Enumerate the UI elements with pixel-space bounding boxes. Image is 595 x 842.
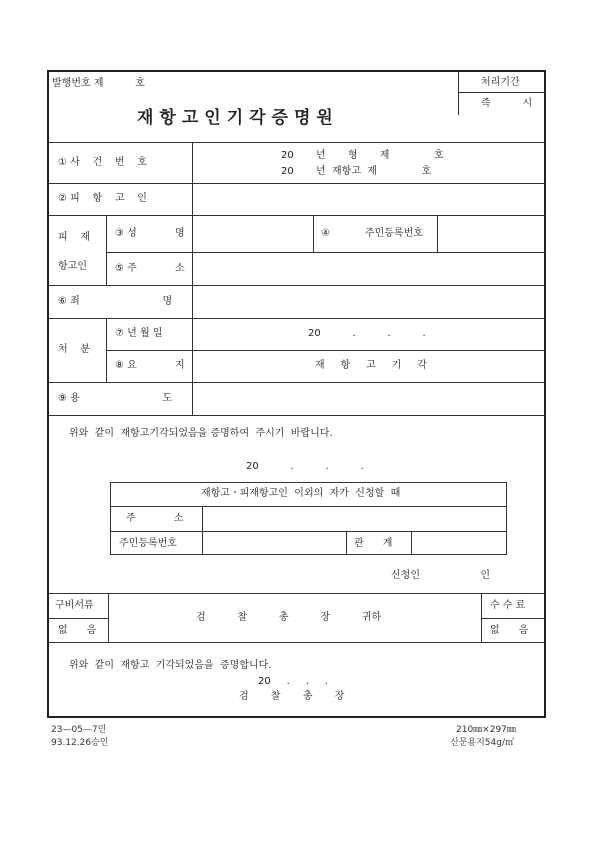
sub-col-line xyxy=(202,506,203,555)
row-line xyxy=(106,350,546,351)
addressee: 검 찰 총 장 귀하 xyxy=(196,612,382,623)
required-documents-value: 없 음 xyxy=(58,625,97,636)
request-date: 20 . . . xyxy=(246,461,364,472)
third-party-address-label: 주 소 xyxy=(126,513,184,524)
period-box-divider xyxy=(458,92,546,93)
name-label: ③ 성 명 xyxy=(115,228,185,239)
offense-label: ⑥ 죄 명 xyxy=(58,296,173,307)
purpose-label: ⑨ 용 도 xyxy=(58,393,173,404)
docs-divider xyxy=(49,618,108,619)
case-number-label: ① 사 건 번 호 xyxy=(58,157,147,168)
fee-value: 없 음 xyxy=(490,625,529,636)
certification-date: 20 . . . xyxy=(258,676,328,687)
col-line xyxy=(437,215,438,252)
required-documents-label: 구비서류 xyxy=(55,600,94,611)
processing-period-value: 즉 시 xyxy=(481,98,533,109)
third-party-header: 재항고ㆍ피재항고인 이외의 자가 신청할 때 xyxy=(201,488,401,499)
third-party-rrn-label: 주민등록번호 xyxy=(119,538,177,549)
fee-divider xyxy=(481,618,546,619)
row-line xyxy=(49,142,546,143)
paper-size: 210㎜×297㎜ xyxy=(456,725,516,735)
request-statement: 위와 같이 재항고기각되었음을 증명하여 주시기 바랍니다. xyxy=(69,428,333,439)
row-line xyxy=(49,642,546,643)
sub-col-line xyxy=(411,531,412,555)
approval-date: 93.12.26승인 xyxy=(51,738,109,748)
issue-number: 발행번호 제 호 xyxy=(52,78,145,89)
gist-label: ⑧ 요 지 xyxy=(115,360,185,371)
row-line xyxy=(49,318,546,319)
case-number-line-2: 20 년 재항고 제 호 xyxy=(281,166,432,177)
row-line xyxy=(49,415,546,416)
sub-row-line xyxy=(110,506,507,507)
row-line xyxy=(106,252,546,253)
col-line xyxy=(106,318,107,382)
certificate-form xyxy=(47,70,546,718)
fee-label: 수 수 료 xyxy=(490,600,526,611)
period-box-left xyxy=(458,72,459,115)
row-line xyxy=(49,593,546,594)
col-line xyxy=(481,593,482,642)
appellee-label: ② 피 항 고 인 xyxy=(58,193,147,204)
row-line xyxy=(49,285,546,286)
third-party-relation-label: 관 계 xyxy=(354,538,393,549)
col-line xyxy=(313,215,314,252)
col-line xyxy=(106,215,107,285)
document-title: 재항고인기각증명원 xyxy=(137,108,339,128)
col-line xyxy=(192,142,193,415)
address-label: ⑤ 주 소 xyxy=(115,263,185,274)
date-value: 20 . . . xyxy=(308,328,426,339)
col-line xyxy=(108,593,109,642)
date-label: ⑦ 년 월 일 xyxy=(115,328,163,339)
processing-period-label: 처리기간 xyxy=(481,77,520,88)
sub-row-line xyxy=(110,531,507,532)
applicant-signature: 신청인 인 xyxy=(391,570,491,581)
row-line xyxy=(49,215,546,216)
gist-value: 재 항 고 기 각 xyxy=(315,360,427,371)
row-line xyxy=(49,382,546,383)
row-line xyxy=(49,183,546,184)
certification-signer: 검 찰 총 장 xyxy=(239,691,345,702)
respondent-label-top: 피 재 xyxy=(58,232,91,243)
form-code: 23—05—7민 xyxy=(51,725,107,735)
case-number-line-1: 20 년 형 제 호 xyxy=(281,150,444,161)
resident-number-label: ④ 주민등록번호 xyxy=(321,228,423,239)
respondent-label-bottom: 항고인 xyxy=(58,261,87,272)
paper-type: 신문용지54g/㎡ xyxy=(450,738,514,748)
sub-col-line xyxy=(346,531,347,555)
disposition-label: 처 분 xyxy=(58,344,91,355)
certification-statement: 위와 같이 재항고 기각되었음을 증명합니다. xyxy=(69,660,272,671)
